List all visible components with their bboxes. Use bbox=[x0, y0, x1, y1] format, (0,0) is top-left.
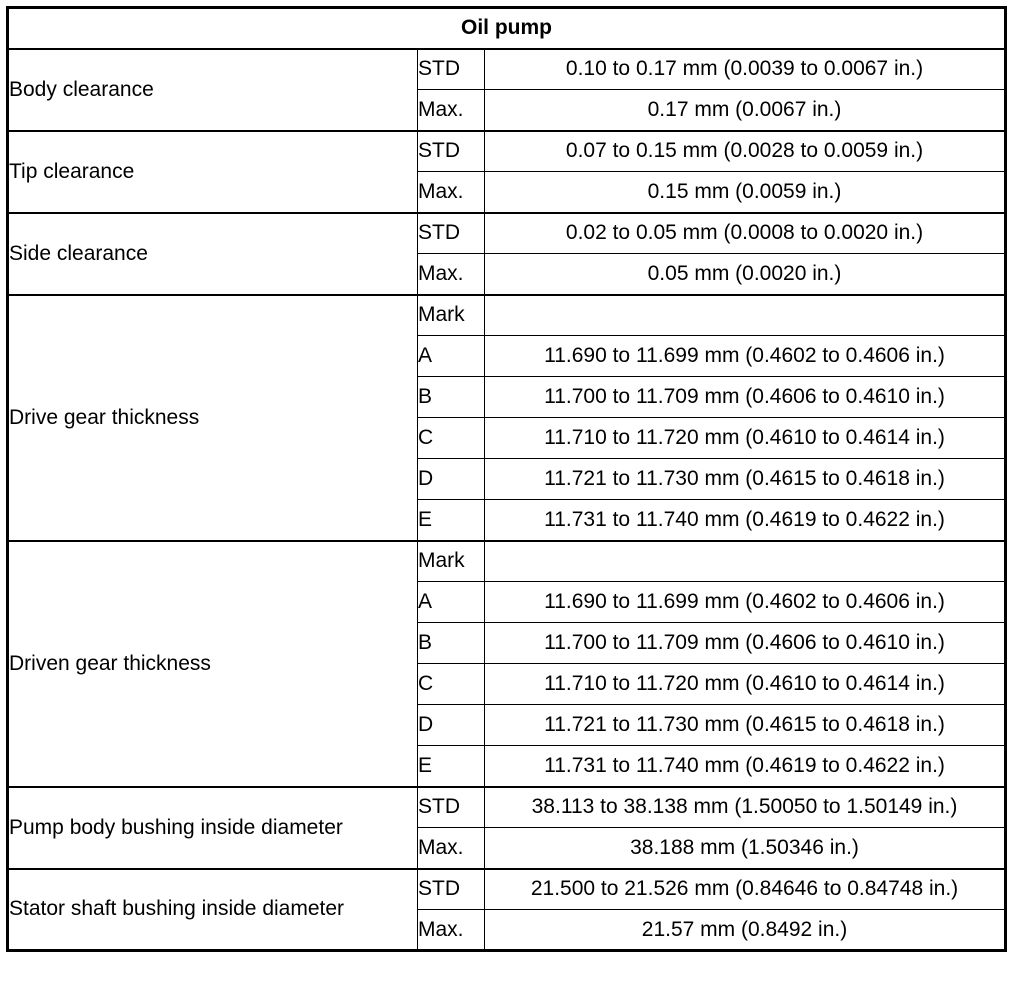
table-row bbox=[8, 541, 1006, 582]
spec-kind-cell: STD bbox=[418, 49, 485, 90]
spec-value-cell: 11.710 to 11.720 mm (0.4610 to 0.4614 in.) bbox=[485, 418, 1006, 459]
spec-kind-cell: Max. bbox=[418, 910, 485, 951]
spec-value-cell: 21.57 mm (0.8492 in.) bbox=[485, 910, 1006, 951]
spec-value-cell: 0.17 mm (0.0067 in.) bbox=[485, 90, 1006, 131]
spec-kind-cell: Max. bbox=[418, 254, 485, 295]
spec-value-cell: 11.690 to 11.699 mm (0.4602 to 0.4606 in.) bbox=[485, 582, 1006, 623]
spec-value-cell: 0.10 to 0.17 mm (0.0039 to 0.0067 in.) bbox=[485, 49, 1006, 90]
table-row bbox=[8, 49, 1006, 90]
spec-kind-cell: Max. bbox=[418, 828, 485, 869]
spec-value-cell: 11.731 to 11.740 mm (0.4619 to 0.4622 in.) bbox=[485, 746, 1006, 787]
spec-kind-cell: Mark bbox=[418, 541, 485, 582]
spec-kind-cell: E bbox=[418, 500, 485, 541]
spec-value-cell: 38.113 to 38.138 mm (1.50050 to 1.50149 in.) bbox=[485, 787, 1006, 828]
spec-kind-cell: C bbox=[418, 418, 485, 459]
spec-item-label: Side clearance bbox=[8, 213, 418, 295]
spec-value-cell: 11.721 to 11.730 mm (0.4615 to 0.4618 in.) bbox=[485, 705, 1006, 746]
spec-item-label: Body clearance bbox=[8, 49, 418, 131]
spec-value-cell: 0.05 mm (0.0020 in.) bbox=[485, 254, 1006, 295]
oil-pump-spec-table bbox=[6, 6, 1007, 952]
spec-kind-cell: B bbox=[418, 623, 485, 664]
spec-item-label: Tip clearance bbox=[8, 131, 418, 213]
spec-value-cell: 11.721 to 11.730 mm (0.4615 to 0.4618 in.) bbox=[485, 459, 1006, 500]
spec-kind-cell: A bbox=[418, 336, 485, 377]
spec-kind-cell: STD bbox=[418, 869, 485, 910]
table-row bbox=[8, 131, 1006, 172]
table-title-row bbox=[8, 8, 1006, 49]
spec-value-cell: 0.02 to 0.05 mm (0.0008 to 0.0020 in.) bbox=[485, 213, 1006, 254]
spec-value-cell: 11.710 to 11.720 mm (0.4610 to 0.4614 in.) bbox=[485, 664, 1006, 705]
spec-value-cell: 11.700 to 11.709 mm (0.4606 to 0.4610 in.) bbox=[485, 377, 1006, 418]
spec-kind-cell: C bbox=[418, 664, 485, 705]
spec-value-cell: 0.15 mm (0.0059 in.) bbox=[485, 172, 1006, 213]
table-row bbox=[8, 295, 1006, 336]
spec-kind-cell: B bbox=[418, 377, 485, 418]
spec-item-label: Driven gear thickness bbox=[8, 541, 418, 787]
spec-kind-cell: Max. bbox=[418, 172, 485, 213]
spec-kind-cell: A bbox=[418, 582, 485, 623]
spec-kind-cell: E bbox=[418, 746, 485, 787]
spec-kind-cell: D bbox=[418, 705, 485, 746]
spec-value-cell: 11.700 to 11.709 mm (0.4606 to 0.4610 in.) bbox=[485, 623, 1006, 664]
table-row bbox=[8, 213, 1006, 254]
table-title: Oil pump bbox=[8, 8, 1006, 49]
spec-kind-cell: STD bbox=[418, 131, 485, 172]
spec-value-cell: 11.731 to 11.740 mm (0.4619 to 0.4622 in.) bbox=[485, 500, 1006, 541]
spec-value-cell: 11.690 to 11.699 mm (0.4602 to 0.4606 in.) bbox=[485, 336, 1006, 377]
spec-kind-cell: Max. bbox=[418, 90, 485, 131]
spec-item-label: Pump body bushing inside diameter bbox=[8, 787, 418, 869]
spec-table-body bbox=[8, 49, 1006, 951]
spec-kind-cell: STD bbox=[418, 213, 485, 254]
spec-kind-cell: STD bbox=[418, 787, 485, 828]
spec-item-label: Drive gear thickness bbox=[8, 295, 418, 541]
spec-item-label: Stator shaft bushing inside diameter bbox=[8, 869, 418, 951]
spec-value-cell: 0.07 to 0.15 mm (0.0028 to 0.0059 in.) bbox=[485, 131, 1006, 172]
spec-value-cell bbox=[485, 541, 1006, 582]
spec-kind-cell: D bbox=[418, 459, 485, 500]
spec-kind-cell: Mark bbox=[418, 295, 485, 336]
spec-value-cell bbox=[485, 295, 1006, 336]
spec-value-cell: 38.188 mm (1.50346 in.) bbox=[485, 828, 1006, 869]
table-row bbox=[8, 787, 1006, 828]
table-row bbox=[8, 869, 1006, 910]
spec-value-cell: 21.500 to 21.526 mm (0.84646 to 0.84748 in.) bbox=[485, 869, 1006, 910]
